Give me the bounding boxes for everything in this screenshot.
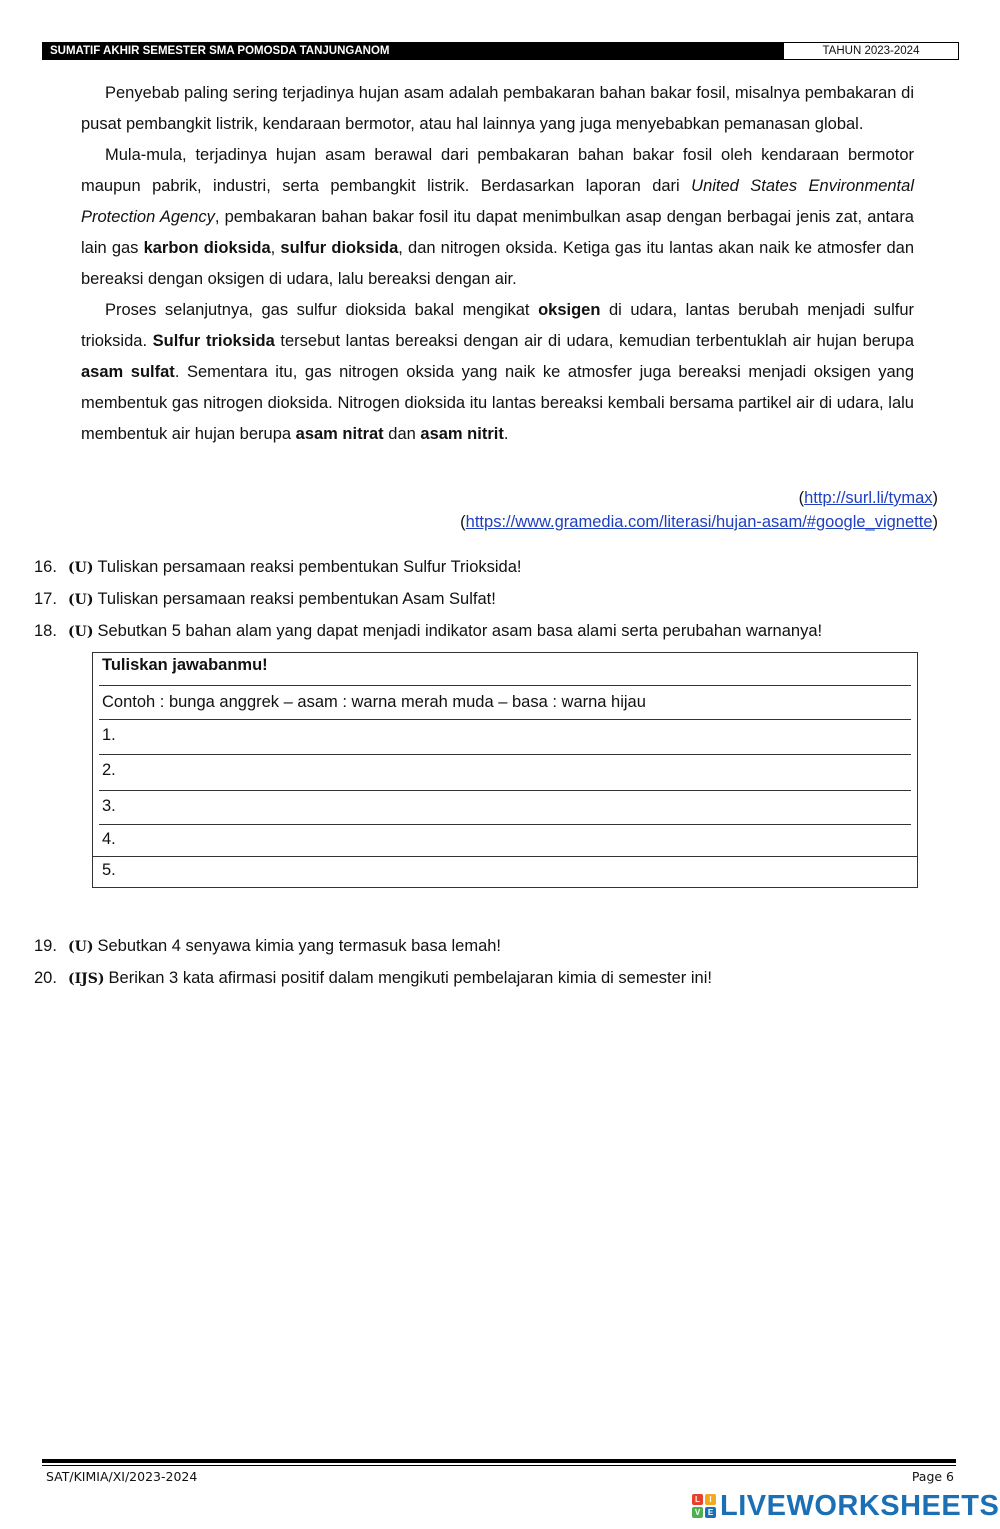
paragraph-2 [81, 140, 914, 295]
keyword: asam nitrit [420, 425, 504, 443]
keyword: asam sulfat [81, 363, 175, 381]
question-text: Berikan 3 kata afirmasi positif dalam mengikuti pembelajaran kimia di semester ini! [108, 969, 712, 987]
answer-heading [93, 653, 917, 686]
text-span: . Sementara itu, gas nitrogen oksida yang naik ke atmosfer juga bereaksi menjadi oksigen yang membentuk gas nitrogen dioksida. Nitrogen dioksida itu lantas bereaksi kembali bersama partikel air di udara, lalu membentuk air hujan berupa [81, 363, 914, 443]
text-span: Proses selanjutnya, gas sulfur dioksida bakal mengikat [105, 301, 539, 319]
keyword: Sulfur trioksida [152, 332, 275, 350]
question-17 [34, 584, 954, 616]
text-span: . [503, 425, 509, 443]
question-18 [34, 616, 954, 648]
paragraph-1: Penyebab paling sering terjadinya hujan asam adalah pembakaran bahan bakar fosil, misalnya pembakaran di pusat pembangkit listrik, kendaraan bermotor, atau hal lainnya yang juga menyebabkan pemanasan global. [81, 84, 914, 133]
text-span: dan [383, 425, 421, 443]
logo-tile: I [705, 1494, 716, 1505]
question-tag: (U) [68, 592, 94, 608]
reading-passage [81, 78, 914, 450]
liveworksheets-logo-icon [692, 1494, 716, 1518]
question-text: Sebutkan 4 senyawa kimia yang termasuk basa lemah! [97, 937, 502, 955]
answer-line-number: 2. [102, 761, 116, 779]
answer-line-number: 1. [102, 726, 116, 744]
text-span: Mula-mula, terjadinya hujan asam berawal dari pembakaran bahan bakar fosil oleh kendaraan bermotor maupun pabrik, industri, serta pembangkit listrik. Berdasarkan laporan dari [81, 146, 914, 195]
text-span: , dan nitrogen oksida. Ketiga gas itu lantas akan naik ke atmosfer dan bereaksi dengan oksigen di udara, lalu bereaksi dengan air. [81, 239, 914, 288]
paren: ( [798, 489, 805, 507]
answer-line-number: 3. [102, 797, 116, 815]
footer-divider-thin [42, 1465, 956, 1466]
exam-title: SUMATIF AKHIR SEMESTER SMA POMOSDA TANJUNGANOM [42, 42, 783, 60]
source-link-1[interactable]: http://surl.li/tymax [804, 489, 933, 507]
text-span: di udara, lantas berubah menjadi sulfur trioksida. [81, 301, 914, 350]
paren: ) [932, 489, 938, 507]
answer-line-number: 4. [102, 830, 116, 848]
answer-box [92, 652, 918, 888]
liveworksheets-brand[interactable] [692, 1490, 999, 1522]
text-span: , [270, 239, 281, 257]
keyword: oksigen [538, 301, 601, 319]
logo-tile: L [692, 1494, 703, 1505]
questions-19-20 [34, 931, 954, 995]
question-16 [34, 552, 954, 584]
answer-line-2[interactable] [93, 755, 917, 791]
question-text: Tuliskan persamaan reaksi pembentukan Sulfur Trioksida! [97, 558, 522, 576]
source-link-2[interactable]: https://www.gramedia.com/literasi/hujan-asam/#google_vignette [465, 513, 933, 531]
question-tag: (U) [68, 939, 94, 955]
answer-example-text: Contoh : bunga anggrek – asam : warna merah muda – basa : warna hijau [102, 693, 646, 711]
logo-tile: E [705, 1507, 716, 1518]
question-text: Sebutkan 5 bahan alam yang dapat menjadi indikator asam basa alami serta perubahan warnanya! [97, 622, 823, 640]
text-span: , pembakaran bahan bakar fosil itu dapat menimbulkan asap dengan berbagai jenis zat, antara lain gas [81, 208, 914, 257]
answer-line-4[interactable] [93, 825, 917, 857]
page-number: Page 6 [911, 1469, 954, 1484]
question-text: Tuliskan persamaan reaksi pembentukan Asam Sulfat! [97, 590, 496, 608]
keyword: karbon dioksida [143, 239, 271, 257]
source-1 [460, 486, 938, 510]
question-tag: (U) [68, 624, 94, 640]
brand-name: LIVEWORKSHEETS [720, 1489, 1000, 1522]
answer-line-1[interactable] [93, 720, 917, 755]
exam-year: TAHUN 2023-2024 [783, 42, 959, 60]
question-tag: (U) [68, 560, 94, 576]
page-header [42, 42, 959, 60]
agency-name: United States Environmental Protection Agency [81, 177, 914, 226]
question-20 [34, 963, 954, 995]
answer-line-3[interactable] [93, 791, 917, 825]
keyword: sulfur dioksida [280, 239, 399, 257]
answer-line-5[interactable] [93, 858, 917, 888]
document-code: SAT/KIMIA/XI/2023-2024 [46, 1469, 198, 1484]
logo-tile: V [692, 1507, 703, 1518]
question-tag: (IJS) [68, 971, 105, 987]
question-number: 20. [34, 969, 57, 987]
footer-divider [42, 1459, 956, 1463]
sources [460, 486, 938, 534]
question-number: 19. [34, 937, 57, 955]
keyword: asam nitrat [295, 425, 384, 443]
answer-example [93, 686, 917, 720]
question-number: 17. [34, 590, 57, 608]
question-number: 16. [34, 558, 57, 576]
question-19 [34, 931, 954, 963]
questions-16-18 [34, 552, 954, 648]
text-span: tersebut lantas bereaksi dengan air di udara, kemudian terbentuklah air hujan berupa [274, 332, 914, 350]
source-2 [460, 510, 938, 534]
answer-heading-text: Tuliskan jawabanmu! [102, 656, 268, 674]
answer-line-number: 5. [102, 861, 116, 879]
paren: ) [932, 513, 938, 531]
question-number: 18. [34, 622, 57, 640]
paragraph-3 [81, 295, 914, 450]
paren: ( [460, 513, 466, 531]
